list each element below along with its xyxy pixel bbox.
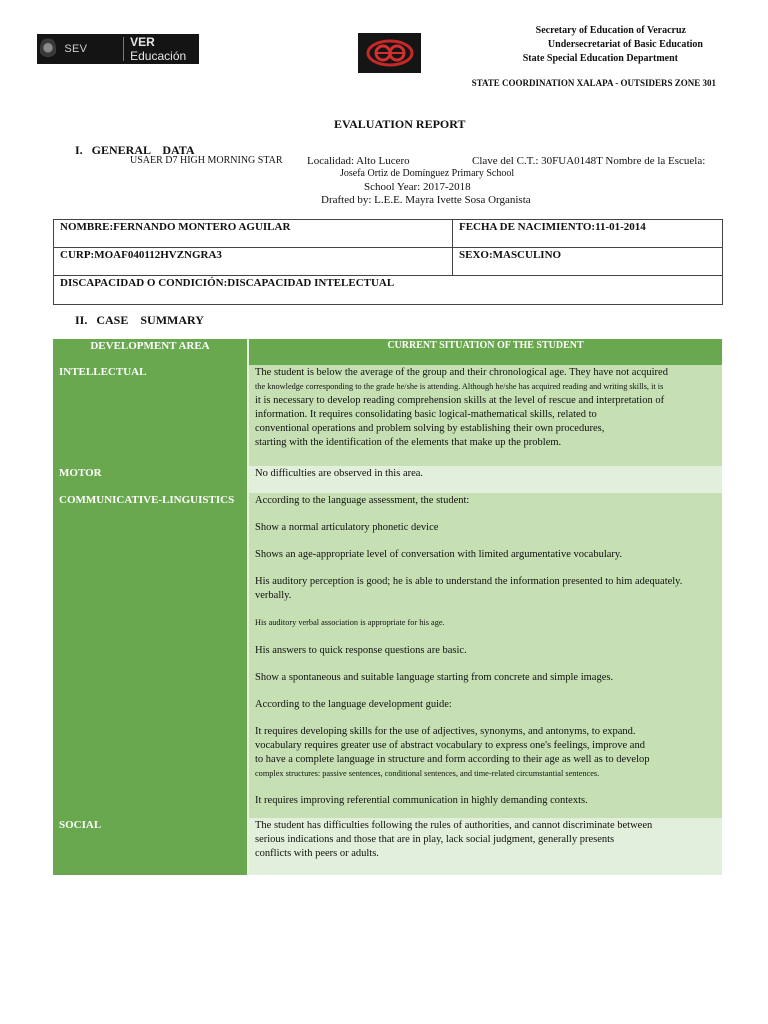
ver-logo-text: VER Educación <box>130 35 187 63</box>
table-row-intellectual <box>53 365 722 466</box>
text-line: conflicts with peers or adults. <box>255 848 379 859</box>
col-development-area: DEVELOPMENT AREA <box>53 339 249 365</box>
text-line: No difficulties are observed in this area. <box>255 468 424 479</box>
header-line-1: Secretary of Education of Veracruz <box>535 25 686 36</box>
area-communicative: COMMUNICATIVE-LINGUISTICS <box>53 493 249 818</box>
text-line: Show a normal articulatory phonetic device <box>255 522 439 533</box>
text-line: His auditory verbal association is appropriate for his age. <box>255 618 445 627</box>
case-summary-table <box>53 339 722 875</box>
school-year: School Year: 2017-2018 <box>364 181 471 193</box>
school-name: USAER D7 HIGH MORNING STAR <box>130 155 283 166</box>
text-line: According to the language development guide: <box>255 699 452 710</box>
text-line: His answers to quick response questions are basic. <box>255 645 467 656</box>
situation-intellectual <box>249 365 722 466</box>
table-row-social <box>53 818 722 875</box>
text-line: it is necessary to develop reading comprehension skills at the level of rescue and interpretation of <box>255 395 665 406</box>
table-header-row <box>53 339 722 365</box>
sev-logo-text: SEV <box>64 42 88 55</box>
drafted-by: Drafted by: L.E.E. Mayra Ivette Sosa Organista <box>321 194 531 206</box>
text-line: starting with the identification of the elements that make up the problem. <box>255 437 562 448</box>
situation-social <box>249 818 722 875</box>
text-line: It requires improving referential communication in highly demanding contexts. <box>255 795 588 806</box>
area-social: SOCIAL <box>53 818 249 875</box>
text-line: serious indications and those that are in play, lack social judgment, generally presents <box>255 834 615 845</box>
table-row-motor <box>53 466 722 493</box>
text-line: verbally. <box>255 590 292 601</box>
header-line-3: State Special Education Department <box>522 53 678 64</box>
header-line-2: Undersecretariat of Basic Education <box>547 39 703 50</box>
text-line: It requires developing skills for the use of adjectives, synonyms, and antonyms, to expand. <box>255 726 636 737</box>
text-line: complex structures: passive sentences, conditional sentences, and time-related circumstantial sentences. <box>255 769 600 778</box>
text-line: His auditory perception is good; he is able to understand the information presented to him adequately. <box>255 576 683 587</box>
case-summary-heading: II. CASE SUMMARY <box>75 313 204 327</box>
text-line: The student is below the average of the group and their chronological age. They have not acquired <box>255 367 668 378</box>
col-current-situation: CURRENT SITUATION OF THE STUDENT <box>249 339 722 365</box>
area-motor: MOTOR <box>53 466 249 493</box>
text-line: conventional operations and problem solving by establishing their own procedures, <box>255 423 605 434</box>
text-line: vocabulary requires greater use of abstract vocabulary to express one's feelings, improve and <box>255 740 645 751</box>
text-line: Shows an age-appropriate level of conversation with limited argumentative vocabulary. <box>255 549 623 560</box>
text-line: Show a spontaneous and suitable language starting from concrete and simple images. <box>255 672 614 683</box>
general-data-heading: I. GENERAL DATA <box>75 143 195 157</box>
sev-ver-logo <box>37 34 199 64</box>
primary-school: Josefa Ortiz de Domínguez Primary School <box>340 168 515 179</box>
clave-ct: Clave del C.T.: 30FUA0148T Nombre de la Escuela: <box>472 155 706 167</box>
table-row-communicative <box>53 493 722 818</box>
secretary-heading <box>406 24 706 66</box>
report-title: EVALUATION REPORT <box>334 117 466 131</box>
student-name: NOMBRE:FERNANDO MONTERO AGUILAR <box>54 220 453 248</box>
text-line: information. It requires consolidating basic logical-mathematical skills, related to <box>255 409 597 420</box>
text-line: to have a complete language in structure and form according to their age as well as to develop <box>255 754 650 765</box>
area-intellectual: INTELLECTUAL <box>53 365 249 466</box>
disability: DISCAPACIDAD O CONDICIÓN:DISCAPACIDAD INTELECTUAL <box>54 276 723 305</box>
situation-motor <box>249 466 722 493</box>
text-line: The student has difficulties following the rules of authorities, and cannot discriminate between <box>255 820 653 831</box>
text-line: According to the language assessment, the student: <box>255 495 470 506</box>
situation-communicative <box>249 493 722 818</box>
localidad: Localidad: Alto Lucero <box>307 155 410 167</box>
logo-divider <box>123 37 124 61</box>
birth-date: FECHA DE NACIMIENTO:11-01-2014 <box>453 220 723 248</box>
text-line: the knowledge corresponding to the grade he/she is attending. Although he/she has acquired reading and writing skills, it is <box>255 382 664 391</box>
curp: CURP:MOAF040112HVZNGRA3 <box>54 248 453 276</box>
student-info-table <box>53 219 723 305</box>
state-coordination: STATE COORDINATION XALAPA - OUTSIDERS ZONE 301 <box>471 78 716 88</box>
veracruz-seal-icon <box>40 37 56 61</box>
sex: SEXO:MASCULINO <box>453 248 723 276</box>
